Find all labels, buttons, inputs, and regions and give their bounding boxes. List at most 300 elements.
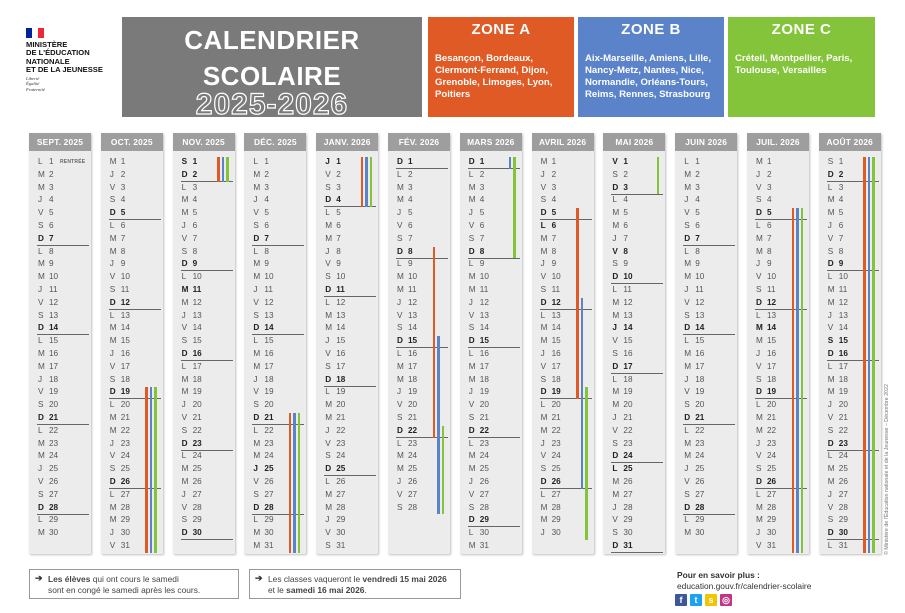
- day-cell: L 27: [540, 489, 561, 499]
- day-cell: M 8: [540, 246, 557, 256]
- arrow-right-icon: ➔: [35, 573, 43, 583]
- day-cell: S 25: [109, 464, 130, 474]
- day-cell: L 22: [253, 425, 274, 435]
- day-cell: J 2: [756, 169, 772, 179]
- day-cell: M 17: [684, 361, 705, 371]
- holiday-bar-zone-a: [433, 247, 436, 438]
- day-cell: J 13: [827, 310, 848, 320]
- day-cell: M 7: [756, 233, 772, 243]
- day-cell: J 9: [109, 259, 126, 269]
- day-cell: M 9: [684, 259, 700, 269]
- day-cell: L 20: [109, 400, 130, 410]
- day-cell: V 19: [253, 387, 274, 397]
- day-cell: D 5: [101, 207, 163, 220]
- day-cell: D 22: [388, 425, 450, 438]
- day-cell: M 5: [181, 208, 198, 218]
- day-cell: L 6: [756, 220, 772, 230]
- snapchat-icon[interactable]: s: [705, 594, 717, 606]
- day-cell: V 17: [109, 361, 130, 371]
- holiday-bar-zone-a: [361, 157, 364, 207]
- day-cell: V 20: [468, 400, 489, 410]
- day-cell: M 20: [612, 400, 633, 410]
- day-cell: J 16: [109, 348, 130, 358]
- zone-a-panel: [428, 17, 574, 117]
- day-cell: L 24: [827, 451, 848, 461]
- day-cell: V 27: [397, 489, 418, 499]
- day-cell: D 24: [603, 450, 665, 463]
- day-cell: L 17: [827, 361, 848, 371]
- day-cell: D 14: [244, 322, 306, 335]
- day-cell: L 18: [612, 374, 633, 384]
- day-cell: D 26: [101, 476, 163, 489]
- instagram-icon[interactable]: ◎: [720, 594, 732, 606]
- day-cell: D 16: [819, 348, 881, 361]
- day-cell: J 18: [684, 374, 705, 384]
- day-cell: L 15: [684, 336, 705, 346]
- copyright-credit: © Ministère de l'Éducation nationale et de la Jeunesse – Décembre 2022: [884, 384, 890, 555]
- day-cell: V 7: [827, 233, 844, 243]
- day-cell: M 17: [397, 361, 418, 371]
- day-cell: M 2: [253, 169, 269, 179]
- day-cell: M 14: [756, 323, 777, 333]
- day-cell: S 29: [181, 515, 202, 525]
- day-cell: L 1 RENTRÉE: [29, 156, 91, 169]
- day-cell: M 15: [109, 336, 130, 346]
- saturday-note: ➔ Les élèves qui ont cours le samedi sont en congé le samedi après les cours.: [29, 569, 239, 599]
- day-cell: J 26: [468, 476, 489, 486]
- day-cell: L 12: [325, 297, 346, 307]
- day-cell: L 27: [756, 489, 777, 499]
- holiday-bar-zone-c: [872, 157, 875, 553]
- day-cell: V 6: [397, 220, 413, 230]
- day-cell: D 29: [460, 514, 522, 527]
- day-cell: S 22: [827, 425, 848, 435]
- day-cell: M 13: [612, 310, 633, 320]
- twitter-icon[interactable]: t: [690, 594, 702, 606]
- day-cell: J 9: [540, 259, 557, 269]
- day-cell: J 6: [827, 220, 844, 230]
- day-cell: J 2: [540, 169, 557, 179]
- day-cell: S 7: [468, 233, 485, 243]
- day-cell: L 17: [181, 361, 202, 371]
- day-cell: L 13: [540, 310, 561, 320]
- zone-a-cities: Besançon, Bordeaux, Clermont-Ferrand, Dijon, Grenoble, Limoges, Lyon, Poitiers: [428, 43, 574, 117]
- day-cell: V 29: [612, 515, 633, 525]
- day-cell: D 31: [603, 540, 665, 553]
- day-cell: J 2: [109, 169, 126, 179]
- day-cell: D 7: [244, 233, 306, 246]
- month-header: AOÛT 2026: [819, 133, 881, 151]
- day-cell: J 25: [253, 464, 274, 474]
- holiday-bar-zone-c: [154, 387, 157, 552]
- day-cell: M 14: [325, 323, 346, 333]
- day-cell: S 18: [109, 374, 130, 384]
- day-cell: S 1: [827, 157, 844, 166]
- holiday-bar-zone-b: [581, 298, 584, 489]
- day-cell: M 18: [468, 374, 489, 384]
- day-cell: M 4: [397, 195, 413, 205]
- day-cell: S 1: [181, 157, 198, 166]
- day-cell: J 21: [612, 412, 633, 422]
- month-column: [819, 133, 881, 554]
- day-cell: S 16: [612, 348, 633, 358]
- day-cell: J 30: [109, 528, 130, 538]
- day-cell: V 5: [38, 208, 54, 218]
- day-cell: D 8: [388, 246, 450, 259]
- day-cell: M 7: [109, 233, 126, 243]
- month-column: [747, 133, 809, 554]
- day-cell: L 20: [756, 400, 777, 410]
- holiday-bar-zone-b: [150, 387, 153, 552]
- month-header: OCT. 2025: [101, 133, 163, 151]
- day-cell: M 29: [109, 515, 130, 525]
- day-cell: V 26: [253, 476, 274, 486]
- day-cell: V 19: [684, 387, 705, 397]
- day-cell: S 13: [253, 310, 274, 320]
- day-cell: M 3: [253, 182, 269, 192]
- day-cell: M 22: [540, 425, 561, 435]
- day-cell: V 23: [325, 438, 346, 448]
- day-cell: S 4: [109, 195, 126, 205]
- day-cell: V 27: [468, 489, 489, 499]
- day-cell: V 13: [468, 310, 489, 320]
- day-cell: D 19: [747, 386, 809, 399]
- day-cell: V 9: [325, 259, 341, 269]
- day-cell: S 23: [612, 438, 633, 448]
- day-cell: J 1: [325, 157, 341, 166]
- day-cell: M 16: [253, 348, 274, 358]
- day-cell: D 18: [316, 374, 378, 387]
- ministry-name: MINISTÈRE DE L'ÉDUCATION NATIONALE ET DE LA JEUNESSE: [26, 40, 103, 74]
- day-cell: V 20: [397, 400, 418, 410]
- day-cell: S 15: [827, 336, 848, 346]
- day-cell: D 19: [101, 386, 163, 399]
- day-cell: M 7: [325, 233, 341, 243]
- day-cell: S 18: [540, 374, 561, 384]
- day-cell: M 9: [38, 259, 54, 269]
- day-cell: D 5: [532, 207, 594, 220]
- holiday-bar-zone-a: [792, 208, 795, 553]
- day-cell: M 12: [612, 297, 633, 307]
- day-cell: J 4: [253, 195, 269, 205]
- day-cell: M 25: [827, 464, 848, 474]
- month-header: JUIL. 2026: [747, 133, 809, 151]
- day-cell: L 8: [38, 246, 54, 256]
- day-cell: V 10: [109, 272, 130, 282]
- day-cell: M 27: [612, 489, 633, 499]
- day-cell: D 7: [675, 233, 737, 246]
- day-cell: S 25: [540, 464, 561, 474]
- day-cell: D 10: [603, 271, 665, 284]
- day-cell: V 21: [181, 412, 202, 422]
- day-cell: L 4: [612, 195, 628, 205]
- day-cell: M 1: [109, 157, 126, 166]
- month-header: NOV. 2025: [173, 133, 235, 151]
- day-cell: J 20: [827, 400, 848, 410]
- month-header: MAI 2026: [603, 133, 665, 151]
- month-header: JANV. 2026: [316, 133, 378, 151]
- day-cell: M 13: [325, 310, 346, 320]
- day-cell: M 2: [684, 169, 700, 179]
- day-cell: M 24: [397, 451, 418, 461]
- month-column: [603, 133, 665, 554]
- day-cell: M 24: [253, 451, 274, 461]
- day-cell: L 13: [109, 310, 130, 320]
- zone-c-cities: Créteil, Montpellier, Paris, Toulouse, Versailles: [728, 43, 875, 117]
- day-cell: V 6: [468, 220, 485, 230]
- day-cell: M 9: [253, 259, 269, 269]
- day-cell: S 11: [756, 284, 776, 294]
- day-cell: M 5: [827, 208, 844, 218]
- day-cell: D 12: [101, 297, 163, 310]
- day-cell: S 15: [181, 336, 202, 346]
- day-cell: S 7: [397, 233, 413, 243]
- day-cell: M 10: [468, 272, 489, 282]
- day-cell: D 15: [460, 335, 522, 348]
- day-cell: M 18: [397, 374, 418, 384]
- day-cell: S 4: [756, 195, 772, 205]
- day-cell: M 3: [397, 182, 413, 192]
- day-cell: M 26: [612, 476, 633, 486]
- day-cell: M 24: [468, 451, 489, 461]
- day-cell: S 10: [325, 272, 346, 282]
- day-cell: J 7: [612, 233, 628, 243]
- day-cell: M 28: [109, 502, 130, 512]
- day-cell: L 3: [181, 182, 198, 192]
- more-info-link[interactable]: education.gouv.fr/calendrier-scolaire: [677, 581, 812, 591]
- day-cell: M 20: [325, 400, 346, 410]
- day-cell: D 7: [29, 233, 91, 246]
- day-cell: J 23: [756, 438, 777, 448]
- holiday-bar-zone-b: [222, 157, 225, 182]
- day-cell: J 11: [38, 284, 58, 294]
- day-cell: V 30: [325, 528, 346, 538]
- day-cell: L 3: [827, 182, 844, 192]
- holiday-bar-zone-c: [226, 157, 229, 182]
- day-cell: L 20: [540, 400, 561, 410]
- day-cell: D 11: [316, 284, 378, 297]
- day-cell: V 13: [397, 310, 418, 320]
- day-cell: V 26: [38, 476, 59, 486]
- day-cell: D 23: [819, 438, 881, 451]
- day-cell: J 26: [397, 476, 418, 486]
- ministry-motto: Liberté Égalité Fraternité: [26, 76, 45, 92]
- day-cell: V 26: [684, 476, 705, 486]
- day-cell: S 6: [684, 220, 700, 230]
- day-cell: S 25: [756, 464, 777, 474]
- day-cell: S 31: [325, 540, 346, 550]
- day-cell: J 18: [38, 374, 59, 384]
- day-cell: M 21: [756, 412, 777, 422]
- holiday-bar-zone-b: [796, 208, 799, 553]
- day-cell: J 16: [540, 348, 561, 358]
- day-cell: S 27: [253, 489, 274, 499]
- day-cell: M 17: [253, 361, 274, 371]
- day-cell: M 25: [397, 464, 418, 474]
- day-cell: J 11: [684, 284, 704, 294]
- day-cell: M 12: [181, 297, 202, 307]
- day-cell: D 25: [316, 463, 378, 476]
- day-cell: S 14: [397, 323, 418, 333]
- day-cell: D 28: [244, 502, 306, 515]
- day-cell: S 29: [827, 515, 848, 525]
- day-cell: J 28: [612, 502, 633, 512]
- day-cell: L 8: [253, 246, 269, 256]
- day-cell: M 16: [38, 348, 59, 358]
- day-cell: M 6: [325, 220, 341, 230]
- day-cell: M 14: [540, 323, 561, 333]
- month-column: [388, 133, 450, 554]
- day-cell: M 11: [181, 284, 202, 294]
- day-cell: M 27: [325, 489, 346, 499]
- day-cell: M 19: [612, 387, 633, 397]
- day-cell: L 9: [468, 259, 485, 269]
- day-cell: M 11: [397, 284, 417, 294]
- day-cell: V 24: [540, 451, 561, 461]
- zone-b-cities: Aix-Marseille, Amiens, Lille, Nancy-Metz, Nantes, Nice, Normandie, Orléans-Tours, Reims, Rennes, Strasbourg: [578, 43, 724, 117]
- day-cell: J 20: [181, 400, 202, 410]
- day-cell: D 16: [173, 348, 235, 361]
- day-cell: M 26: [827, 476, 848, 486]
- day-cell: V 3: [109, 182, 126, 192]
- day-cell: M 4: [827, 195, 844, 205]
- day-cell: D 17: [603, 361, 665, 374]
- day-cell: D 22: [460, 425, 522, 438]
- day-cell: V 24: [756, 451, 777, 461]
- holiday-bar-zone-b: [868, 157, 871, 553]
- day-cell: J 5: [468, 208, 485, 218]
- day-cell: V 3: [756, 182, 772, 192]
- day-cell: M 23: [684, 438, 705, 448]
- day-cell: J 19: [397, 387, 418, 397]
- day-cell: L 30: [468, 528, 489, 538]
- day-cell: V 12: [684, 297, 705, 307]
- day-cell: M 11: [827, 284, 848, 294]
- day-cell: J 4: [38, 195, 54, 205]
- zone-b-panel: [578, 17, 724, 117]
- month-column: [29, 133, 91, 554]
- day-cell: D 21: [29, 412, 91, 425]
- day-cell: L 16: [397, 348, 418, 358]
- day-cell: V 17: [540, 361, 561, 371]
- day-cell: D 3: [603, 182, 665, 195]
- day-cell: L 26: [325, 476, 346, 486]
- day-cell: D 28: [29, 502, 91, 515]
- day-cell: S 13: [684, 310, 705, 320]
- facebook-icon[interactable]: f: [675, 594, 687, 606]
- day-cell: J 30: [756, 528, 777, 538]
- day-cell: S 22: [181, 425, 202, 435]
- day-cell: M 31: [468, 540, 489, 550]
- day-cell: M 26: [181, 476, 202, 486]
- day-cell: M 14: [109, 323, 130, 333]
- day-cell: V 10: [756, 272, 777, 282]
- day-cell: S 30: [612, 528, 633, 538]
- day-cell: J 25: [38, 464, 59, 474]
- holiday-bar-zone-c: [801, 208, 804, 553]
- day-cell: M 16: [684, 348, 705, 358]
- day-cell: J 8: [325, 246, 341, 256]
- day-cell: D 5: [747, 207, 809, 220]
- day-cell: L 11: [612, 284, 632, 294]
- french-flag-icon: [26, 28, 44, 38]
- day-cell: M 15: [540, 336, 561, 346]
- day-cell: J 23: [109, 438, 130, 448]
- holiday-bar-zone-a: [145, 387, 148, 552]
- day-cell: J 15: [325, 336, 346, 346]
- day-cell: S 13: [38, 310, 59, 320]
- day-cell: D 12: [747, 297, 809, 310]
- month-column: [316, 133, 378, 554]
- day-cell: M 15: [756, 336, 777, 346]
- more-info: [677, 570, 811, 592]
- day-cell: M 30: [253, 528, 274, 538]
- day-cell: S 20: [684, 400, 705, 410]
- day-cell: M 28: [540, 502, 561, 512]
- month-column: [532, 133, 594, 554]
- day-cell: M 23: [253, 438, 274, 448]
- day-cell: J 25: [684, 464, 705, 474]
- day-cell: V 16: [325, 348, 346, 358]
- holiday-bar-zone-a: [576, 208, 579, 399]
- title-line-1: CALENDRIER: [184, 25, 360, 55]
- day-cell: M 19: [181, 387, 202, 397]
- day-cell: D 15: [388, 335, 450, 348]
- day-cell: L 31: [827, 540, 848, 550]
- day-cell: D 26: [747, 476, 809, 489]
- holiday-bar-zone-a: [289, 413, 292, 553]
- day-cell: L 24: [181, 451, 202, 461]
- day-cell: V 14: [181, 323, 202, 333]
- day-cell: M 12: [827, 297, 848, 307]
- day-cell: M 21: [540, 412, 561, 422]
- zone-b-title: ZONE B: [578, 17, 724, 43]
- day-cell: V 1: [612, 157, 628, 166]
- holiday-bar-zone-c: [585, 387, 588, 540]
- day-cell: J 13: [181, 310, 202, 320]
- holiday-bar-zone-b: [365, 157, 368, 207]
- day-cell: S 6: [38, 220, 54, 230]
- day-cell: D 4: [316, 194, 378, 207]
- day-cell: L 23: [468, 438, 489, 448]
- month-header: AVRIL 2026: [532, 133, 594, 151]
- day-cell: M 17: [38, 361, 59, 371]
- day-cell: M 1: [756, 157, 772, 166]
- day-cell: S 3: [325, 182, 341, 192]
- more-info-title: Pour en savoir plus :: [677, 570, 760, 580]
- day-cell: M 22: [756, 425, 777, 435]
- day-cell: D 8: [460, 246, 522, 259]
- day-cell: J 12: [468, 297, 489, 307]
- day-cell: V 15: [612, 336, 633, 346]
- day-cell: D 14: [29, 322, 91, 335]
- day-cell: S 9: [612, 259, 628, 269]
- day-cell: M 11: [468, 284, 489, 294]
- page-title: [122, 17, 422, 121]
- holiday-bar-zone-b: [293, 413, 296, 553]
- day-cell: M 19: [827, 387, 848, 397]
- month-column: [244, 133, 306, 554]
- ministry-logo: [26, 28, 118, 92]
- day-cell: S 11: [540, 284, 561, 294]
- day-cell: S 20: [38, 400, 59, 410]
- calendar-grid: [29, 133, 876, 554]
- day-cell: J 19: [468, 387, 489, 397]
- day-cell: M 3: [38, 182, 54, 192]
- day-cell: L 6: [540, 220, 557, 230]
- day-cell: L 6: [109, 220, 126, 230]
- day-cell: J 30: [540, 528, 561, 538]
